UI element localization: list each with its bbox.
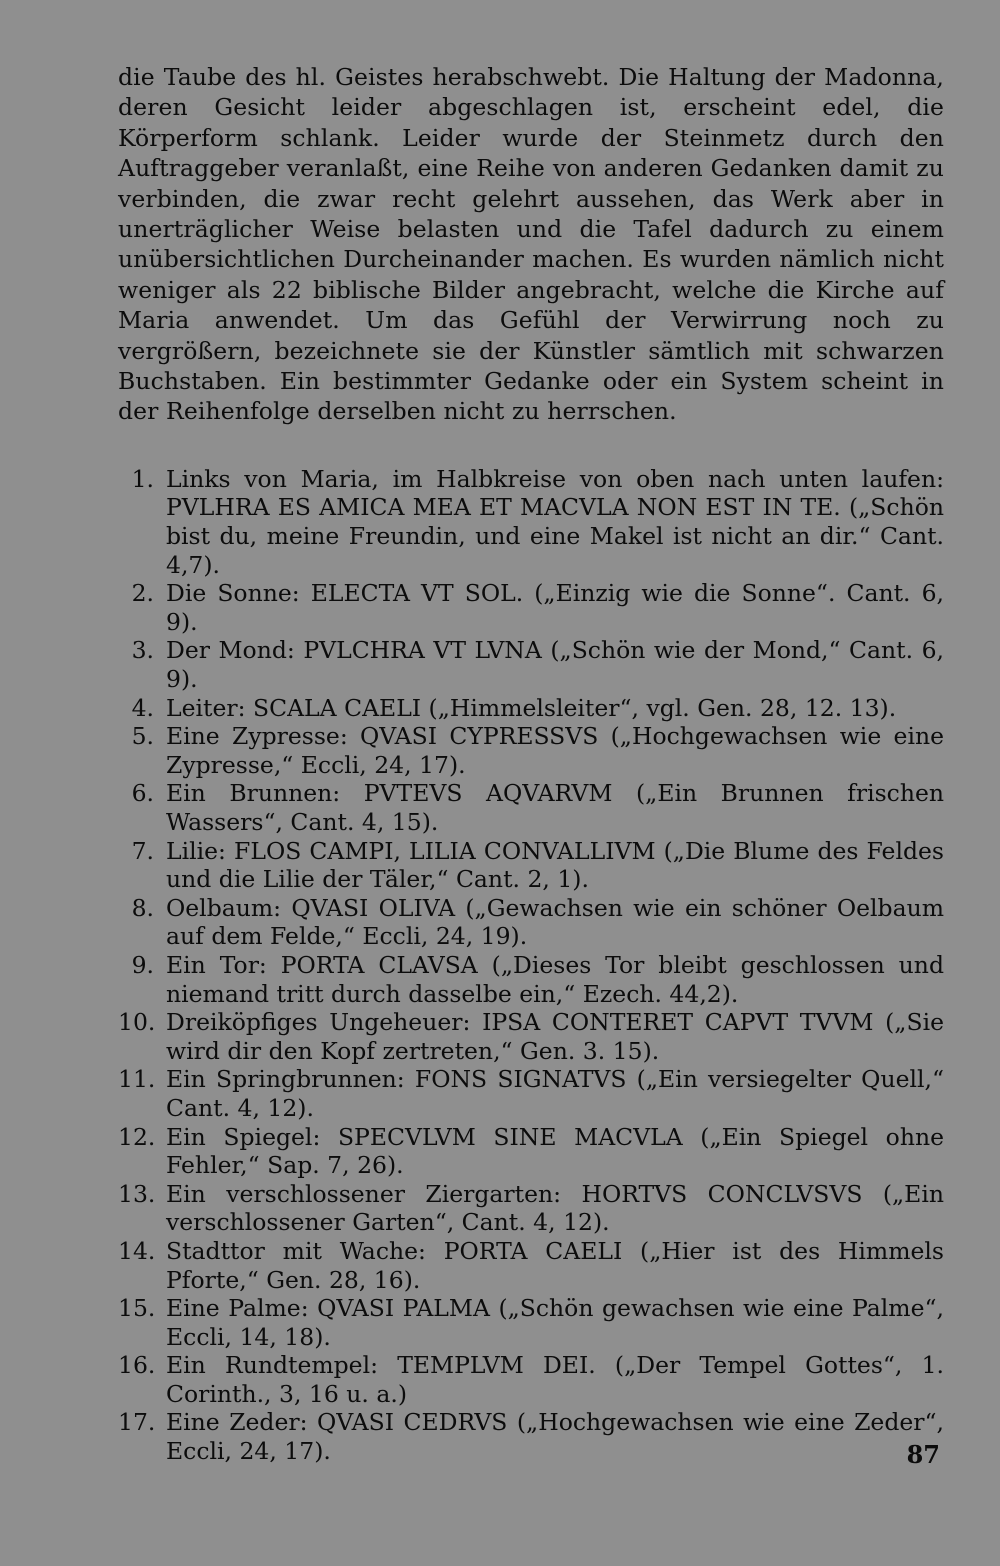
list-item bbox=[118, 1065, 944, 1122]
item-text: Eine Zeder: QVASI CEDRVS („Hochgewachsen wie eine Zeder“, Eccli, 24, 17). bbox=[166, 1408, 944, 1466]
item-text: Ein Springbrunnen: FONS SIGNATVS („Ein versiegelter Quell,“ Cant. 4, 12). bbox=[166, 1065, 944, 1122]
item-number: 4. bbox=[131, 693, 154, 722]
item-number: 5. bbox=[131, 722, 154, 751]
item-text: Lilie: FLOS CAMPI, LILIA CONVALLIVM („Die Blume des Feldes und die Lilie der Täler,“ Cant. 2, 1). bbox=[166, 836, 944, 894]
list-item bbox=[118, 894, 944, 951]
list-item bbox=[118, 694, 944, 723]
item-text: Ein Tor: PORTA CLAVSA („Dieses Tor bleibt geschlossen und niemand tritt durch dasselbe ein,“ Ezech. 44,2). bbox=[166, 950, 944, 1008]
item-number: 17. bbox=[118, 1408, 156, 1437]
item-text: Oelbaum: QVASI OLIVA („Gewachsen wie ein schöner Oelbaum auf dem Felde,“ Eccli, 24, 19). bbox=[166, 893, 944, 951]
item-text: Eine Zypresse: QVASI CYPRESSVS („Hochgewachsen wie eine Zypresse,“ Eccli, 24, 17). bbox=[166, 722, 944, 779]
list-item bbox=[118, 1408, 944, 1465]
item-number: 14. bbox=[118, 1236, 156, 1265]
list-item bbox=[118, 636, 944, 693]
list-item bbox=[118, 465, 944, 579]
item-text: Links von Maria, im Halbkreise von oben nach unten laufen: PVLHRA ES AMICA MEA ET MACVLA NON EST IN TE. („Schön bist du, meine Freundin, und eine Makel ist nicht an dir.“ Cant. 4,7). bbox=[166, 464, 944, 579]
item-number: 1. bbox=[131, 464, 154, 493]
item-text: Leiter: SCALA CAELI („Himmelsleiter“, vgl. Gen. 28, 12. 13). bbox=[166, 693, 897, 722]
body-paragraph: die Taube des hl. Geistes herabschwebt. Die Haltung der Madonna, deren Gesicht leider abgeschlagen ist, erscheint edel, die Körperform schlank. Leider wurde der Steinmetz durch den Auftraggeber veranlaßt, eine Reihe von anderen Gedanken damit zu verbinden, die zwar recht gelehrt aussehen, das Werk aber in unerträglicher Weise belasten und die Tafel dadurch zu einem unübersichtlichen Durcheinander machen. Es wurden nämlich nicht weniger als 22 biblische Bilder angebracht, welche die Kirche auf Maria anwendet. Um das Gefühl der Verwirrung noch zu vergrößern, bezeichnete sie der Künstler sämtlich mit schwarzen Buchstaben. Ein bestimmter Gedanke oder ein System scheint in der Reihenfolge derselben nicht zu herrschen. bbox=[118, 63, 944, 426]
item-text: Eine Palme: QVASI PALMA („Schön gewachsen wie eine Palme“, Eccli, 14, 18). bbox=[166, 1294, 944, 1351]
item-number: 13. bbox=[118, 1179, 156, 1208]
list-item bbox=[118, 837, 944, 894]
list-item bbox=[118, 779, 944, 836]
list-item bbox=[118, 579, 944, 636]
list-item bbox=[118, 1180, 944, 1237]
symbol-list bbox=[118, 465, 944, 1466]
item-number: 15. bbox=[118, 1294, 156, 1323]
item-number: 9. bbox=[131, 950, 154, 979]
item-text: Ein Rundtempel: TEMPLVM DEI. („Der Tempel Gottes“, 1. Corinth., 3, 16 u. a.) bbox=[166, 1351, 944, 1408]
item-number: 12. bbox=[118, 1122, 156, 1151]
item-number: 10. bbox=[118, 1008, 156, 1037]
page-content bbox=[118, 62, 944, 1466]
item-number: 2. bbox=[131, 579, 154, 608]
list-item bbox=[118, 722, 944, 779]
list-item bbox=[118, 1237, 944, 1294]
item-text: Stadttor mit Wache: PORTA CAELI („Hier ist des Himmels Pforte,“ Gen. 28, 16). bbox=[166, 1236, 944, 1294]
item-text: Ein Spiegel: SPECVLVM SINE MACVLA („Ein Spiegel ohne Fehler,“ Sap. 7, 26). bbox=[166, 1122, 944, 1180]
item-text: Die Sonne: ELECTA VT SOL. („Einzig wie die Sonne“. Cant. 6, 9). bbox=[166, 579, 944, 636]
list-item bbox=[118, 1294, 944, 1351]
item-number: 6. bbox=[131, 779, 154, 808]
item-number: 16. bbox=[118, 1351, 156, 1380]
item-text: Der Mond: PVLCHRA VT LVNA („Schön wie der Mond,“ Cant. 6, 9). bbox=[166, 636, 944, 694]
item-text: Ein verschlossener Ziergarten: HORTVS CONCLVSVS („Ein verschlossener Garten“, Cant. 4, 12). bbox=[166, 1179, 944, 1237]
item-number: 8. bbox=[131, 893, 154, 922]
item-text: Ein Brunnen: PVTEVS AQVARVM („Ein Brunnen frischen Wassers“, Cant. 4, 15). bbox=[166, 779, 944, 836]
page-number: 87 bbox=[906, 1440, 940, 1469]
list-item bbox=[118, 1123, 944, 1180]
item-number: 3. bbox=[131, 636, 154, 665]
list-item bbox=[118, 1008, 944, 1065]
item-number: 11. bbox=[118, 1065, 156, 1094]
list-item bbox=[118, 1351, 944, 1408]
item-text: Dreiköpfiges Ungeheuer: IPSA CONTERET CAPVT TVVM („Sie wird dir den Kopf zertreten,“ Gen. 3. 15). bbox=[166, 1008, 944, 1065]
list-item bbox=[118, 951, 944, 1008]
item-number: 7. bbox=[131, 836, 154, 865]
